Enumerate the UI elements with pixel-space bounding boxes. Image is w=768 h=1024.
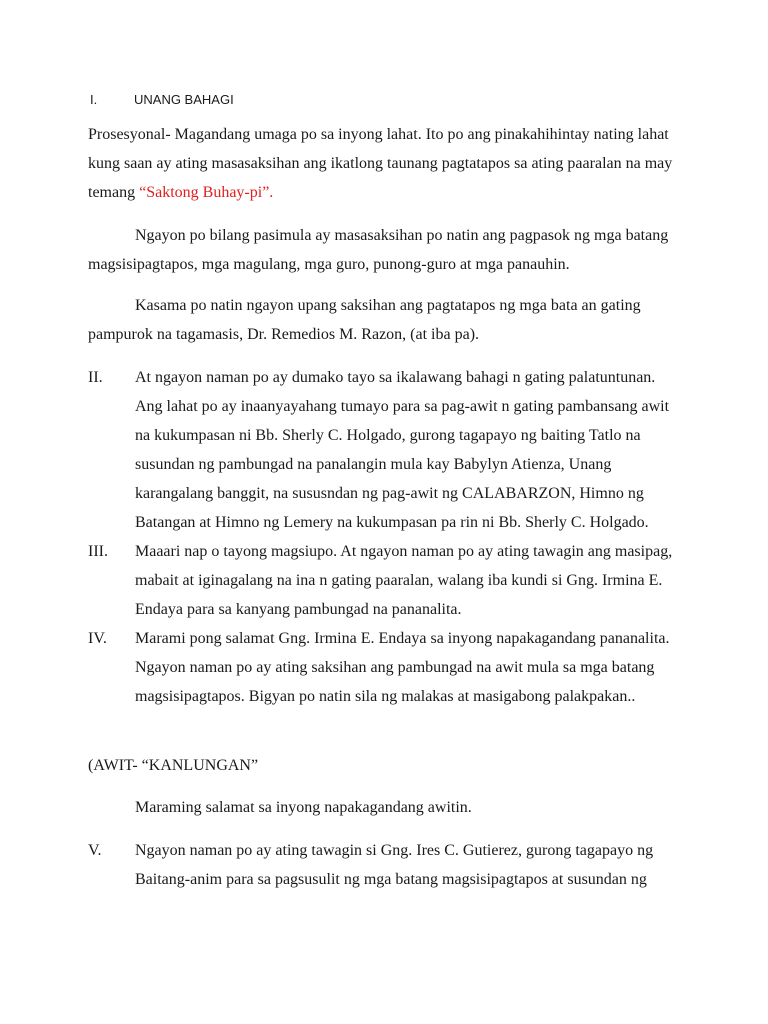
paragraph-thanks: Maraming salamat sa inyong napakagandang awitin. [135, 799, 472, 816]
item-text: Marami pong salamat Gng. Irmina E. Endaya sa inyong napakagandang pananalita. Ngayon naman po ay ating saksihan ang pambungad na awit mula sa mga batang magsisipagtapos. Bigyan po natin sila ng malakas at masigabong palakpakan.. [135, 630, 670, 705]
intro-paragraph [88, 120, 688, 207]
item-text: Ngayon naman po ay ating tawagin si Gng. Ires C. Gutierez, gurong tagapayo ng Baitang-anim para sa pagsusulit ng mga batang magsisipagtapos at susundan ng [135, 842, 654, 888]
item-number: III. [88, 543, 108, 560]
song-label: (AWIT- “KANLUNGAN” [88, 757, 259, 774]
intro-text: Prosesyonal- Magandang umaga po sa inyong lahat. Ito po ang pinakahihintay nating lahat kung saan ay ating masasaksihan ang ikatlong taunang pagtatapos sa ating paaralan na may temang [88, 126, 673, 201]
item-number: II. [88, 369, 103, 386]
section-number: I. [90, 92, 98, 107]
paragraph-entrance: Ngayon po bilang pasimula ay masasaksihan po natin ang pagpasok ng mga batang magsisipagtapos, mga magulang, mga guro, punong-guro at mga panauhin. [88, 227, 669, 273]
paragraph-guests: Kasama po natin ngayon upang saksihan ang pagtatapos ng mga bata an gating pampurok na tagamasis, Dr. Remedios M. Razon, (at iba pa). [88, 297, 641, 343]
item-number: IV. [88, 630, 107, 647]
item-text: Maaari nap o tayong magsiupo. At ngayon naman po ay ating tawagin ang masipag, mabait at iginagalang na ina n gating paaralan, walang iba kundi si Gng. Irmina E. Endaya para sa kanyang pambungad na pananalita. [135, 543, 673, 618]
item-number: V. [88, 842, 102, 859]
theme-text: “Saktong Buhay-pi”. [139, 184, 274, 201]
item-text: At ngayon naman po ay dumako tayo sa ikalawang bahagi n gating palatuntunan. Ang lahat po ay inaanyayahang tumayo para sa pag-awit n gating pambansang awit na kukumpasan ni Bb. Sherly C. Holgado, gurong tagapayo ng baiting Tatlo na susundan ng pambungad na panalangin mula kay Babylyn Atienza, Unang karangalang banggit, na sususndan ng pag-awit ng CALABARZON, Himno ng Batangan at Himno ng Lemery na kukumpasan pa rin ni Bb. Sherly C. Holgado. [135, 369, 670, 531]
section-title: UNANG BAHAGI [134, 92, 234, 107]
